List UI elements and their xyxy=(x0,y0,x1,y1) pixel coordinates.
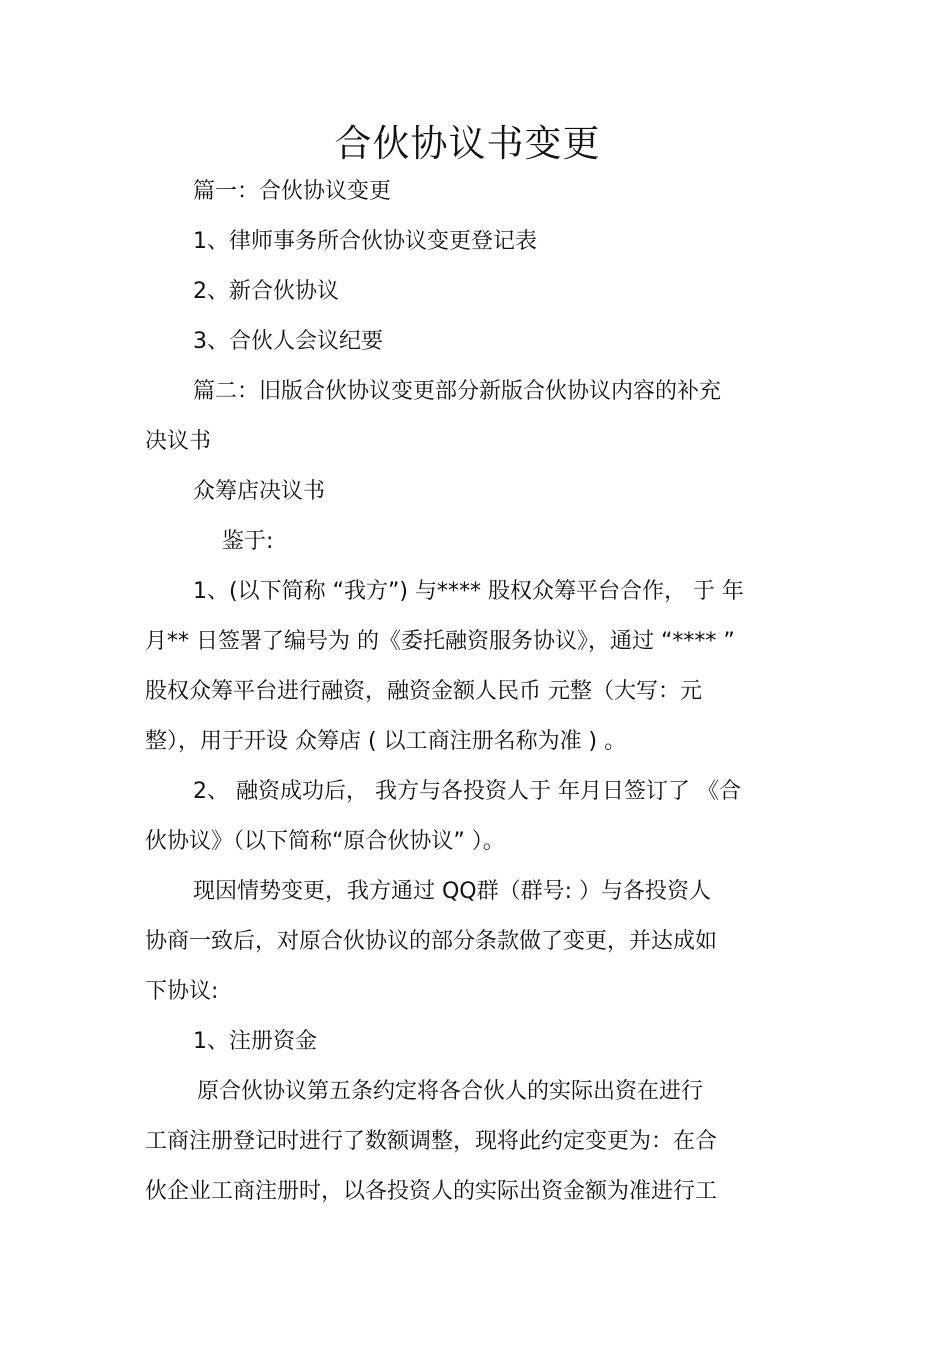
paragraph-line: 伙企业工商注册时，以各投资人的实际出资金额为准进行工 xyxy=(145,1179,718,1204)
paragraph-line: 1、律师事务所合伙协议变更登记表 xyxy=(193,229,537,254)
paragraph-line: 整），用于开设 众筹店 ( 以工商注册名称为准 ) 。 xyxy=(145,729,627,754)
paragraph-line: 伙协议》（以下简称“原合伙协议” ）。 xyxy=(145,829,505,854)
paragraph-line: 工商注册登记时进行了数额调整，现将此约定变更为：在合 xyxy=(145,1129,718,1154)
paragraph-line: 篇一：合伙协议变更 xyxy=(193,179,392,204)
paragraph-line: 鉴于: xyxy=(222,529,274,554)
document-title: 合伙协议书变更 xyxy=(334,122,601,165)
paragraph-line: 原合伙协议第五条约定将各合伙人的实际出资在进行 xyxy=(197,1079,704,1104)
paragraph-line: 现因情势变更，我方通过 QQ群（群号: ）与各投资人 xyxy=(193,879,712,904)
paragraph-line: 股权众筹平台进行融资，融资金额人民币 元整（大写：元 xyxy=(145,679,702,704)
paragraph-line: 下协议: xyxy=(145,979,219,1004)
paragraph-line: 决议书 xyxy=(145,429,212,454)
paragraph-line: 3、合伙人会议纪要 xyxy=(193,329,383,354)
paragraph-line: 众筹店决议书 xyxy=(193,479,326,504)
paragraph-line: 1、注册资金 xyxy=(193,1029,317,1054)
paragraph-line: 2、 融资成功后， 我方与各投资人于 年月日签订了 《合 xyxy=(193,779,741,804)
paragraph-line: 2、新合伙协议 xyxy=(193,279,339,304)
paragraph-line: 月** 日签署了编号为 的《委托融资服务协议》，通过 “**** ” xyxy=(145,629,735,654)
paragraph-line: 1、(以下简称 “我方”) 与**** 股权众筹平台合作， 于 年 xyxy=(193,579,744,604)
paragraph-line: 篇二：旧版合伙协议变更部分新版合伙协议内容的补充 xyxy=(193,379,722,404)
paragraph-line: 协商一致后，对原合伙协议的部分条款做了变更，并达成如 xyxy=(145,929,718,954)
